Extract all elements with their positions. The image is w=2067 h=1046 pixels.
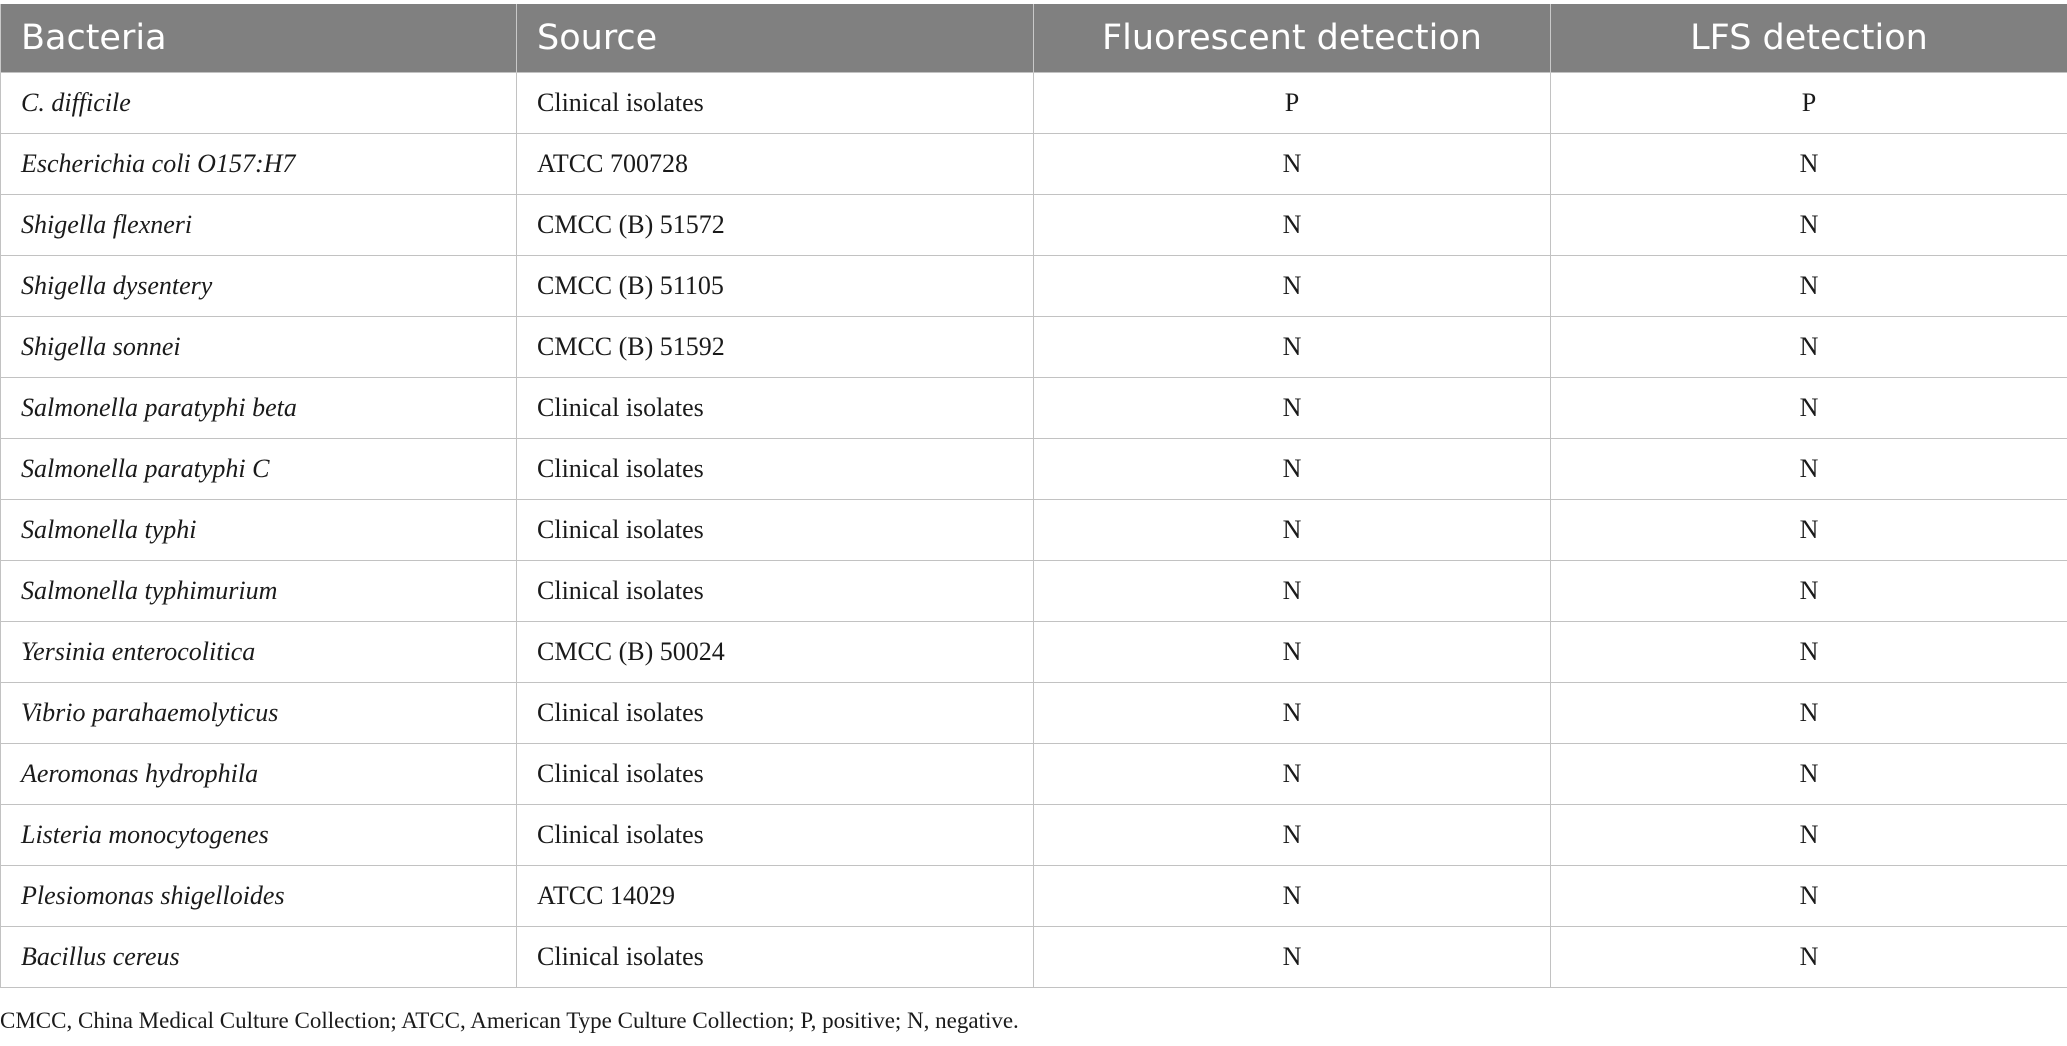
header-source: Source — [517, 4, 1034, 73]
cell-fluorescent-detection: N — [1034, 866, 1551, 927]
table-row — [1, 622, 2067, 683]
cell-bacteria: Escherichia coli O157:H7 — [1, 134, 517, 195]
cell-bacteria: Plesiomonas shigelloides — [1, 866, 517, 927]
cell-source: CMCC (B) 51592 — [517, 317, 1034, 378]
cell-bacteria: Shigella sonnei — [1, 317, 517, 378]
cell-fluorescent-detection: N — [1034, 744, 1551, 805]
table-row — [1, 805, 2067, 866]
cell-lfs-detection: N — [1551, 622, 2067, 683]
cell-lfs-detection: N — [1551, 500, 2067, 561]
cell-bacteria: Vibrio parahaemolyticus — [1, 683, 517, 744]
cell-fluorescent-detection: N — [1034, 622, 1551, 683]
table-footnote: CMCC, China Medical Culture Collection; ATCC, American Type Culture Collection; P, positive; N, negative. — [0, 1008, 1019, 1033]
table-row — [1, 439, 2067, 500]
cell-fluorescent-detection: N — [1034, 561, 1551, 622]
table-row — [1, 683, 2067, 744]
cell-lfs-detection: N — [1551, 134, 2067, 195]
table-row — [1, 256, 2067, 317]
cell-source: Clinical isolates — [517, 73, 1034, 134]
cell-lfs-detection: N — [1551, 683, 2067, 744]
cell-bacteria: Shigella dysentery — [1, 256, 517, 317]
table-row — [1, 561, 2067, 622]
cell-source: CMCC (B) 51572 — [517, 195, 1034, 256]
cell-fluorescent-detection: N — [1034, 256, 1551, 317]
cell-bacteria: Listeria monocytogenes — [1, 805, 517, 866]
cell-fluorescent-detection: N — [1034, 378, 1551, 439]
table-row — [1, 73, 2067, 134]
cell-source: Clinical isolates — [517, 805, 1034, 866]
cell-source: Clinical isolates — [517, 927, 1034, 988]
header-fluorescent-detection: Fluorescent detection — [1034, 4, 1551, 73]
cell-source: Clinical isolates — [517, 683, 1034, 744]
cell-bacteria: Bacillus cereus — [1, 927, 517, 988]
cell-lfs-detection: N — [1551, 256, 2067, 317]
cell-source: ATCC 14029 — [517, 866, 1034, 927]
cell-lfs-detection: N — [1551, 317, 2067, 378]
cell-bacteria: Aeromonas hydrophila — [1, 744, 517, 805]
cell-source: Clinical isolates — [517, 744, 1034, 805]
cell-lfs-detection: N — [1551, 927, 2067, 988]
cell-fluorescent-detection: P — [1034, 73, 1551, 134]
cell-source: Clinical isolates — [517, 378, 1034, 439]
table-row — [1, 378, 2067, 439]
cell-bacteria: Salmonella typhi — [1, 500, 517, 561]
cell-bacteria: Salmonella paratyphi beta — [1, 378, 517, 439]
table-row — [1, 866, 2067, 927]
specificity-table — [0, 4, 2067, 988]
cell-fluorescent-detection: N — [1034, 439, 1551, 500]
results-table-container — [0, 4, 2067, 988]
cell-fluorescent-detection: N — [1034, 195, 1551, 256]
cell-source: ATCC 700728 — [517, 134, 1034, 195]
cell-bacteria: Shigella flexneri — [1, 195, 517, 256]
table-header — [1, 4, 2067, 73]
cell-source: Clinical isolates — [517, 500, 1034, 561]
header-lfs-detection: LFS detection — [1551, 4, 2067, 73]
cell-bacteria: Salmonella paratyphi C — [1, 439, 517, 500]
cell-lfs-detection: N — [1551, 744, 2067, 805]
table-row — [1, 927, 2067, 988]
cell-source: CMCC (B) 51105 — [517, 256, 1034, 317]
table-row — [1, 500, 2067, 561]
cell-fluorescent-detection: N — [1034, 683, 1551, 744]
cell-bacteria: C. difficile — [1, 73, 517, 134]
cell-lfs-detection: N — [1551, 805, 2067, 866]
cell-lfs-detection: N — [1551, 866, 2067, 927]
table-row — [1, 744, 2067, 805]
cell-lfs-detection: N — [1551, 195, 2067, 256]
cell-bacteria: Salmonella typhimurium — [1, 561, 517, 622]
table-body — [1, 73, 2067, 988]
cell-fluorescent-detection: N — [1034, 317, 1551, 378]
cell-lfs-detection: N — [1551, 439, 2067, 500]
cell-bacteria: Yersinia enterocolitica — [1, 622, 517, 683]
cell-fluorescent-detection: N — [1034, 927, 1551, 988]
header-bacteria: Bacteria — [1, 4, 517, 73]
cell-source: Clinical isolates — [517, 561, 1034, 622]
header-row — [1, 4, 2067, 73]
cell-source: CMCC (B) 50024 — [517, 622, 1034, 683]
cell-lfs-detection: P — [1551, 73, 2067, 134]
table-row — [1, 195, 2067, 256]
table-row — [1, 134, 2067, 195]
cell-lfs-detection: N — [1551, 561, 2067, 622]
cell-fluorescent-detection: N — [1034, 134, 1551, 195]
cell-fluorescent-detection: N — [1034, 805, 1551, 866]
cell-lfs-detection: N — [1551, 378, 2067, 439]
cell-source: Clinical isolates — [517, 439, 1034, 500]
cell-fluorescent-detection: N — [1034, 500, 1551, 561]
table-row — [1, 317, 2067, 378]
